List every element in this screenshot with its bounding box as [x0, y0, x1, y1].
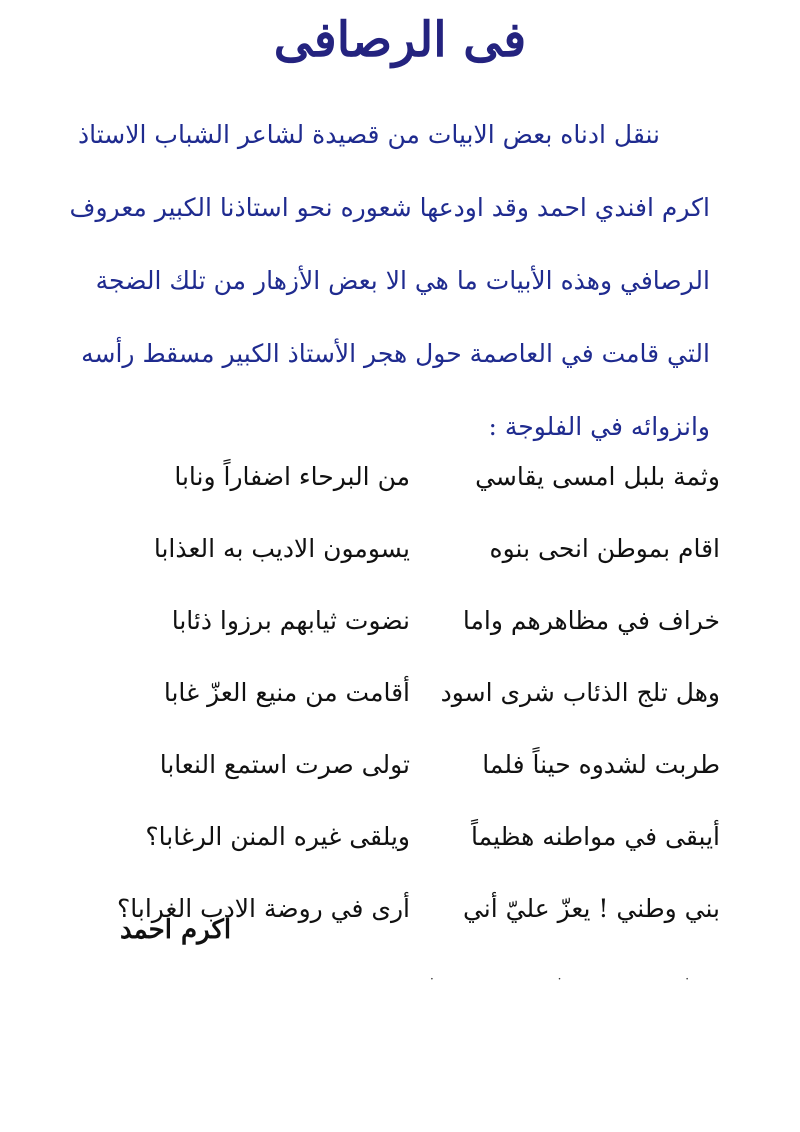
- verse-second-hemistich: يسومون الاديب به العذابا: [153, 533, 410, 563]
- verse-first-hemistich: وهل تلج الذئاب شرى اسود: [440, 677, 720, 707]
- poem-verse: [110, 512, 720, 584]
- verse-second-hemistich: أقامت من منيع العزّ غابا: [163, 677, 410, 707]
- article-title: فى الرصافى: [273, 12, 527, 68]
- poem-verse: [110, 656, 720, 728]
- verse-first-hemistich: خراف في مظاهرهم واما: [462, 605, 720, 635]
- intro-paragraph: [70, 98, 710, 463]
- poem-verse: [110, 728, 720, 800]
- verse-first-hemistich: طربت لشدوه حيناً فلما: [482, 749, 720, 779]
- intro-line: الرصافي وهذه الأبيات ما هي الا بعض الأزهار من تلك الضجة: [95, 266, 710, 295]
- intro-line: اكرم افندي احمد وقد اودعها شعوره نحو استاذنا الكبير معروف: [69, 193, 710, 222]
- verse-second-hemistich: تولى صرت استمع النعابا: [159, 749, 410, 779]
- intro-line: التي قامت في العاصمة حول هجر الأستاذ الكبير مسقط رأسه: [81, 339, 710, 368]
- verse-first-hemistich: أيبقى في مواطنه هظيماً: [471, 821, 720, 851]
- poem-verse: [110, 440, 720, 512]
- ink-specks: · · ·: [430, 972, 750, 986]
- verse-first-hemistich: اقام بموطن انحى بنوه: [489, 533, 720, 563]
- poem-verse: [110, 584, 720, 656]
- poem-verse: [110, 800, 720, 872]
- verse-first-hemistich: وثمة بلبل امسى يقاسي: [475, 461, 720, 491]
- verse-second-hemistich: أرى في روضة الادب الغرابا؟: [116, 893, 410, 923]
- verse-second-hemistich: من البرحاء اضفاراً ونابا: [174, 461, 410, 491]
- verse-first-hemistich: بني وطني ! يعزّ عليّ أني: [462, 893, 720, 923]
- intro-line: ننقل ادناه بعض الابيات من قصيدة لشاعر الشباب الاستاذ: [78, 120, 660, 149]
- intro-line: وانزوائه في الفلوجة :: [488, 412, 710, 441]
- verse-second-hemistich: نضوت ثيابهم برزوا ذئابا: [171, 605, 410, 635]
- verse-second-hemistich: ويلقى غيره المنن الرغابا؟: [145, 821, 410, 851]
- poem: [110, 440, 720, 944]
- author-signature: اكرم احمد: [120, 915, 232, 945]
